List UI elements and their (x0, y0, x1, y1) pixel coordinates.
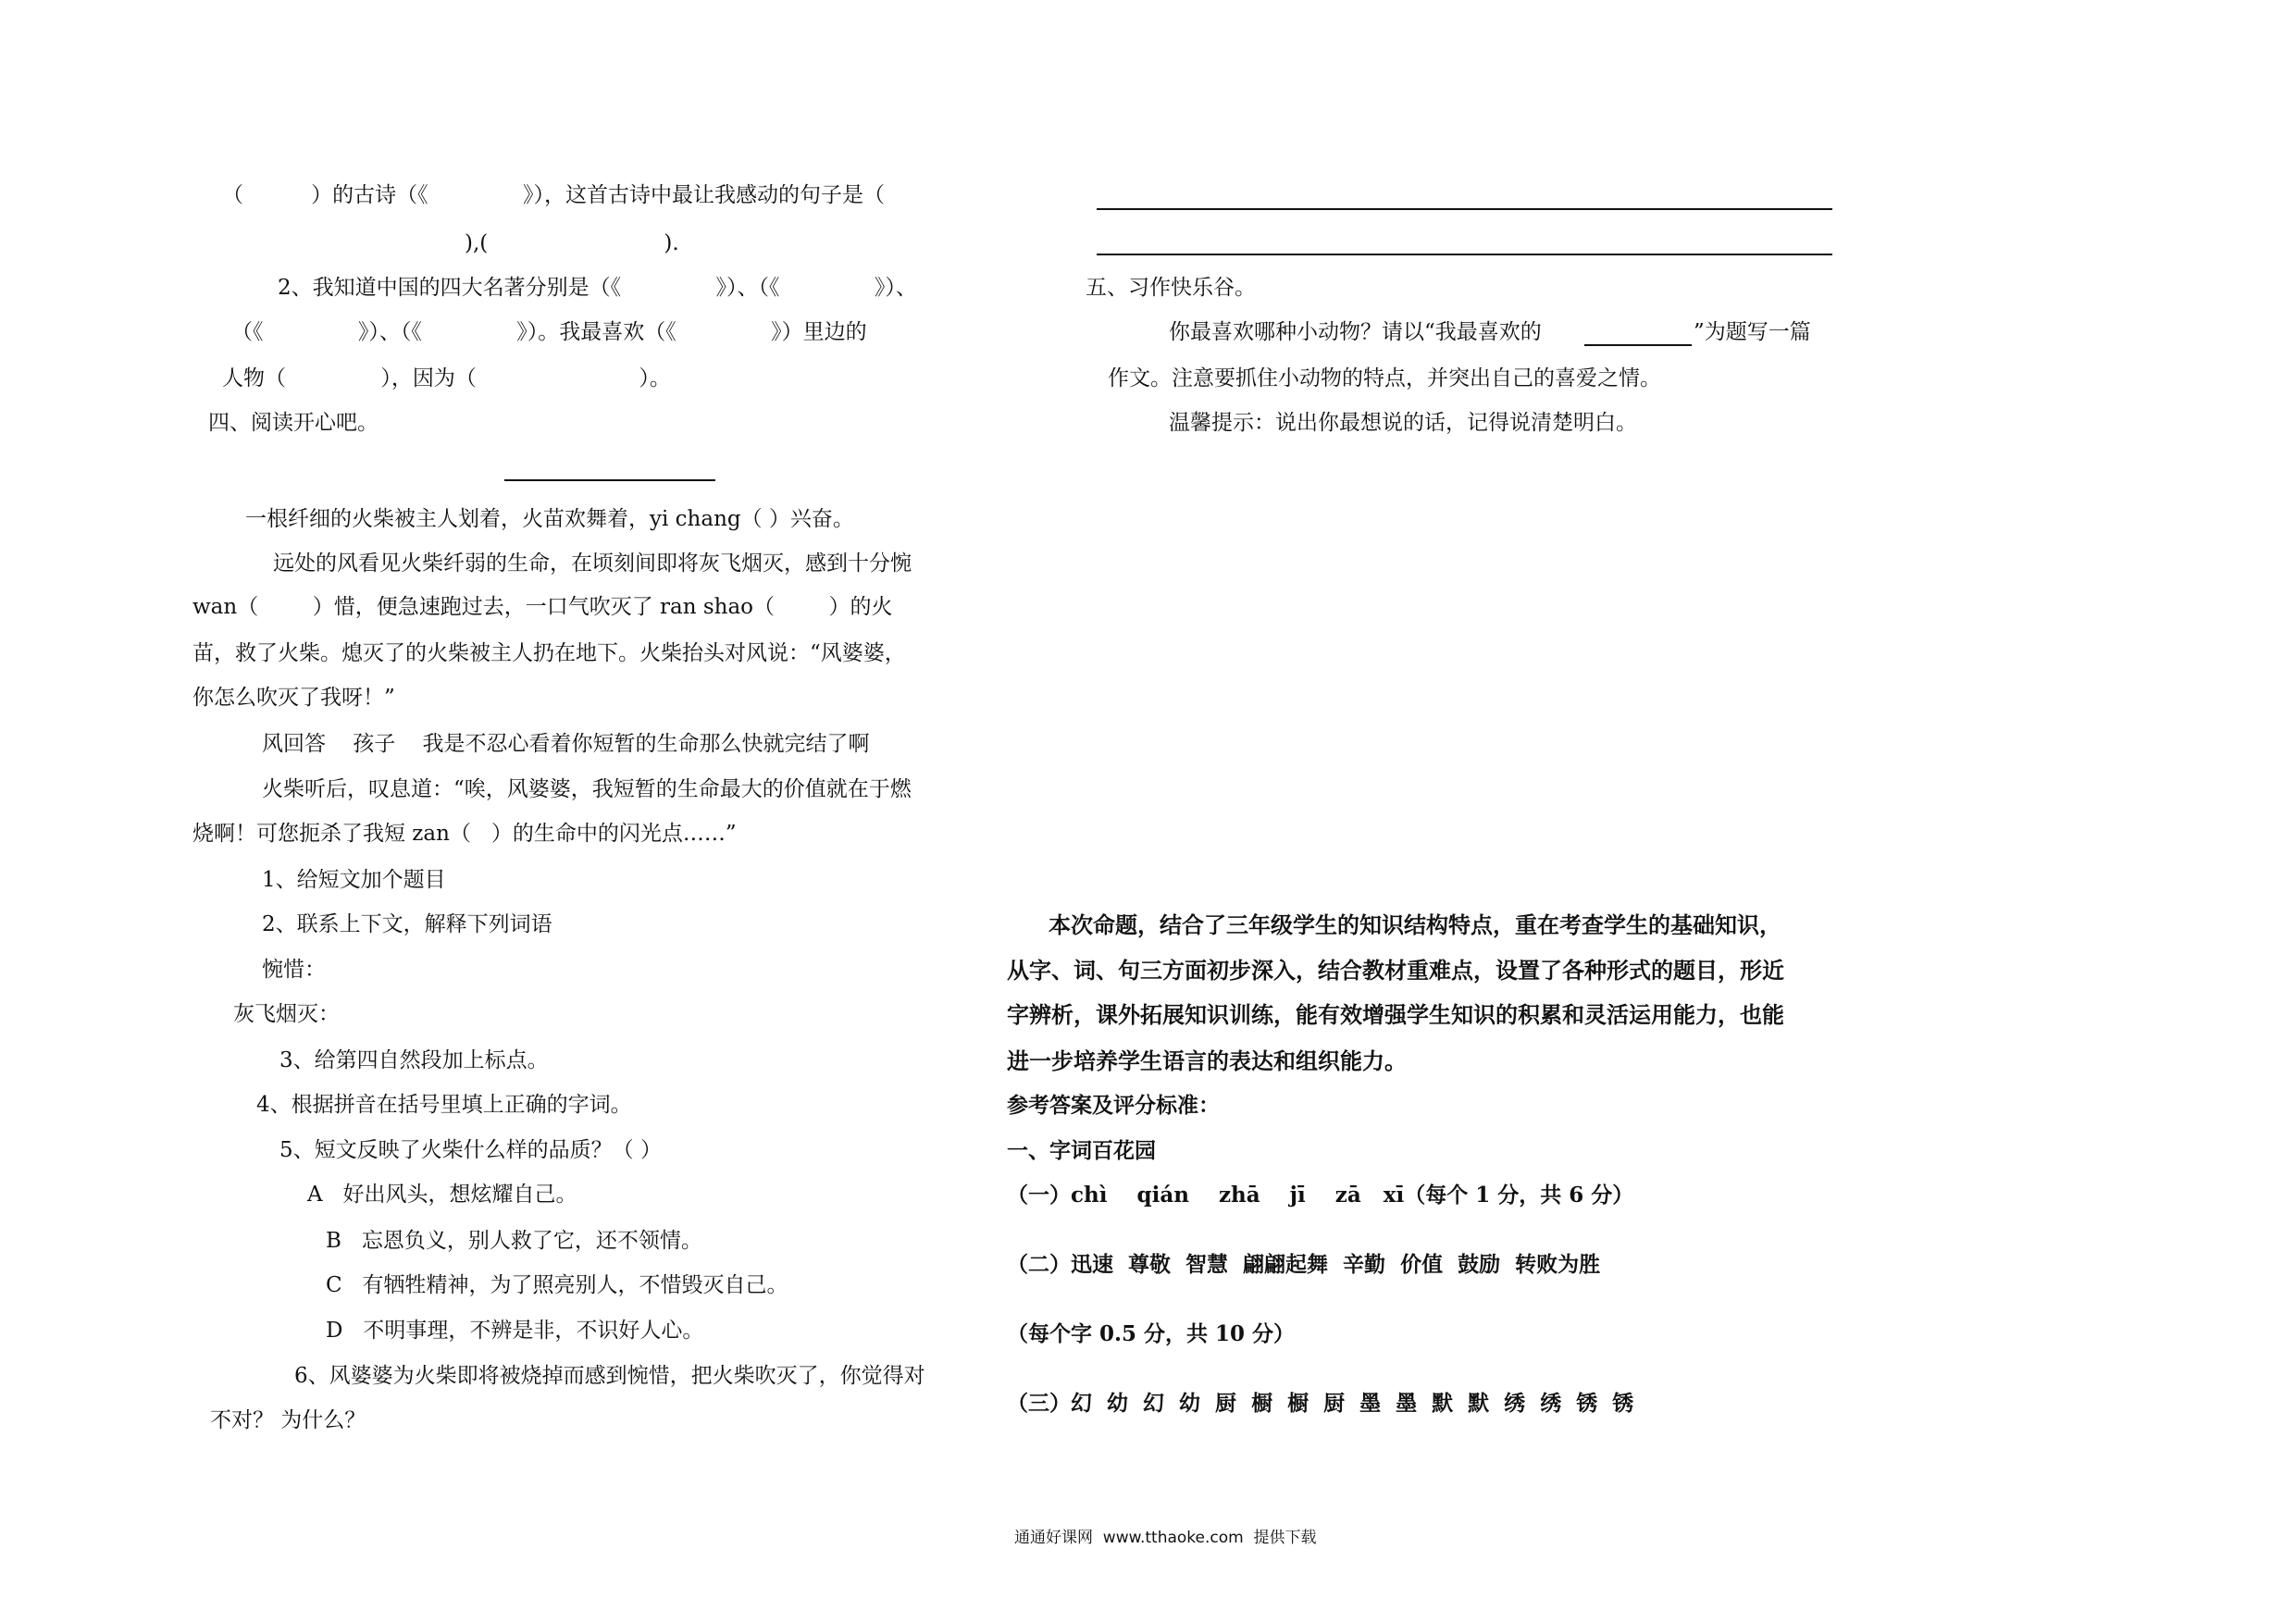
passage-line: 风回答 孩子 我是不忍心看着你短暂的生命那么快就完结了啊 (262, 732, 870, 756)
question-line: 5、短文反映了火柴什么样的品质？（ ） (279, 1138, 662, 1162)
question-line: 灰飞烟灭： (233, 1002, 340, 1026)
passage-line: wan（ ）惜，便急速跑过去，一口气吹灭了 ran shao（ ）的火 (192, 595, 893, 619)
title-blank-line (504, 479, 715, 481)
answer-line: （一）chì qián zhā jī zā xī（每个 1 分，共 6 分） (1007, 1183, 1634, 1208)
question-line: 2、联系上下文，解释下列词语 (262, 912, 552, 936)
answer-line: （每个字 0.5 分，共 10 分） (1007, 1321, 1296, 1346)
answer-blank-line (1097, 254, 1832, 255)
option-line: C 有牺牲精神，为了照亮别人，不惜毁灭自己。 (326, 1273, 788, 1297)
title-blank-line (1584, 344, 1692, 346)
composition-prompt: 作文。注意要抓住小动物的特点，并突出自己的喜爱之情。 (1108, 366, 1661, 390)
composition-tip: 温馨提示：说出你最想说的话，记得说清楚明白。 (1169, 411, 1637, 435)
question-line: 3、给第四自然段加上标点。 (279, 1048, 549, 1072)
question-line: 1、给短文加个题目 (262, 868, 446, 892)
passage-line: 远处的风看见火柴纤弱的生命，在顷刻间即将灰飞烟灭，感到十分惋 (273, 551, 912, 576)
question-line: 不对？ 为什么？ (210, 1408, 366, 1432)
passage-line: 烧啊！可您扼杀了我短 zan（ ）的生命中的闪光点……” (192, 822, 737, 846)
page-footer: 通通好课网 www.tthaoke.com 提供下载 (1014, 1529, 1317, 1547)
text-line: 2、我知道中国的四大名著分别是（《 》）、（《 》）、 (278, 276, 917, 300)
summary-line: 本次命题，结合了三年级学生的知识结构特点，重在考查学生的基础知识， (1049, 911, 1781, 938)
question-line: 惋惜： (262, 958, 326, 982)
composition-prompt: ”为题写一篇 (1694, 320, 1811, 344)
option-line: B 忘恩负义，别人救了它，还不领情。 (326, 1229, 702, 1253)
answers-section-heading: 一、字词百花园 (1007, 1138, 1156, 1163)
option-line: D 不明事理，不辨是非，不识好人心。 (326, 1319, 704, 1343)
question-line: 4、根据拼音在括号里填上正确的字词。 (256, 1093, 632, 1117)
composition-prompt: 你最喜欢哪种小动物？请以“我最喜欢的 (1169, 320, 1542, 344)
text-line: ),( ). (465, 231, 679, 255)
option-line: A 好出风头，想炫耀自己。 (307, 1183, 577, 1207)
summary-line: 字辨析，课外拓展知识训练，能有效增强学生知识的积累和灵活运用能力，也能 (1007, 1001, 1784, 1028)
text-line: （ ）的古诗（《 》），这首古诗中最让我感动的句子是（ (222, 183, 885, 207)
question-line: 6、风婆婆为火柴即将被烧掉而感到惋惜，把火柴吹灭了，你觉得对 (294, 1364, 925, 1388)
text-line: 人物（ ），因为（ ）。 (222, 366, 671, 390)
text-line: （《 》）、（《 》）。我最喜欢（《 》）里边的 (231, 320, 867, 344)
answer-blank-line (1097, 208, 1832, 210)
passage-line: 你怎么吹灭了我呀！” (192, 686, 395, 710)
section-heading: 五、习作快乐谷。 (1086, 276, 1256, 300)
section-heading: 四、阅读开心吧。 (208, 411, 379, 435)
summary-line: 进一步培养学生语言的表达和组织能力。 (1007, 1047, 1407, 1074)
passage-line: 火柴听后，叹息道：“唉，风婆婆，我短暂的生命最大的价值就在于燃 (262, 777, 912, 801)
passage-line: 一根纤细的火柴被主人划着，火苗欢舞着，yi chang（ ）兴奋。 (245, 507, 854, 531)
summary-line: 从字、词、句三方面初步深入，结合教材重难点，设置了各种形式的题目，形近 (1007, 957, 1784, 984)
answer-line: （三）幻 幼 幻 幼 厨 橱 橱 厨 墨 墨 默 默 绣 绣 锈 锈 (1007, 1391, 1634, 1416)
answer-line: （二）迅速 尊敬 智慧 翩翩起舞 辛勤 价值 鼓励 转败为胜 (1007, 1252, 1601, 1277)
answers-heading: 参考答案及评分标准： (1007, 1093, 1220, 1118)
passage-line: 苗，救了火柴。熄灭了的火柴被主人扔在地下。火柴抬头对风说：“风婆婆， (192, 641, 906, 665)
